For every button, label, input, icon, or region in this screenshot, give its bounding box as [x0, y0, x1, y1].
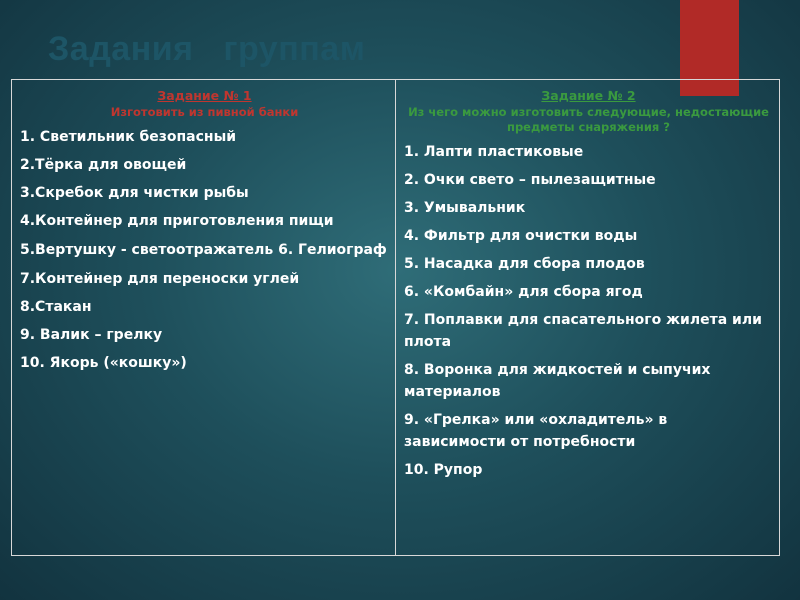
list-item: 9. Валик – грелку: [20, 327, 163, 343]
list-item: 10. Якорь («кошку»): [20, 355, 187, 371]
task1-heading: Задание № 1: [157, 88, 252, 103]
list-item: 8.Стакан: [20, 299, 92, 315]
table-row: [12, 80, 780, 556]
task1-cell: [12, 80, 396, 556]
list-item: 5. Насадка для сбора плодов: [404, 256, 645, 272]
list-item: 2.Тёрка для овощей: [20, 157, 187, 173]
task2-item-list: [404, 141, 773, 481]
list-item: 2. Очки свето – пылезащитные: [404, 172, 656, 188]
list-item: 9. «Грелка» или «охладитель» в зависимости от потребности: [404, 412, 668, 450]
list-item: 1. Светильник безопасный: [20, 129, 237, 145]
list-item: 4. Фильтр для очистки воды: [404, 228, 638, 244]
task1-item-list: [20, 126, 389, 374]
list-item: 4.Контейнер для приготовления пищи: [20, 213, 334, 229]
task1-subtitle: Изготовить из пивной банки: [110, 105, 299, 119]
slide-title: Задания группам: [48, 30, 366, 68]
list-item: 6. «Комбайн» для сбора ягод: [404, 284, 643, 300]
task2-heading: Задание № 2: [541, 88, 636, 103]
list-item: 3. Умывальник: [404, 200, 526, 216]
list-item: 7. Поплавки для спасательного жилета или плота: [404, 312, 762, 350]
task2-cell: [396, 80, 780, 556]
list-item: 1. Лапти пластиковые: [404, 144, 584, 160]
list-item: 5.Вертушку - светоотражатель 6. Гелиограф: [20, 242, 387, 258]
task-table: [11, 79, 780, 556]
list-item: 3.Скребок для чистки рыбы: [20, 185, 249, 201]
list-item: 8. Воронка для жидкостей и сыпучих материалов: [404, 362, 711, 400]
task2-subtitle: Из чего можно изготовить следующие, недостающие предметы снаряжения ?: [408, 105, 769, 134]
list-item: 7.Контейнер для переноски углей: [20, 271, 300, 287]
list-item: 10. Рупор: [404, 462, 483, 478]
